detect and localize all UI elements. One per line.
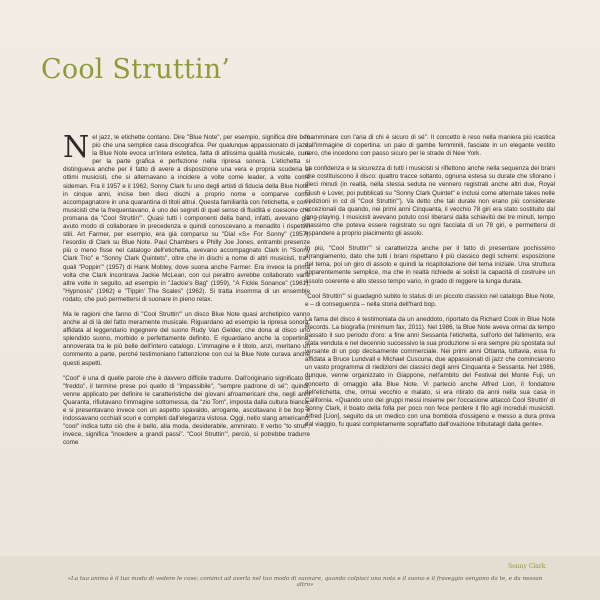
footer-quote: «La tua anima è il tuo modo di vedere le cose; cominci ad averla nel tuo modo di suonare, quando colpisci una nota e il suono e il fraseggio vengono da te, e da nessun altro»	[67, 576, 543, 588]
right-column	[305, 134, 555, 436]
paragraph: "Cool Struttin'" si guadagnò subito lo status di un piccolo classico nel catalogo Blue Note, e – di conseguenza – nella storia dell'hard bop.	[305, 292, 555, 308]
paragraph: Ma le ragioni che fanno di "Cool Struttin'" un disco Blue Note quasi archetipico vanno anche al di là del fatto meramente musicale. Riguardano ad esempio la ripresa sonora, affidata al leggendario ingegnere del suono Rudy Van Gelder, che dona al disco uno splendido suono, morbido e perfettamente definito. E riguardano anche la copertina, annoverata tra le più belle dell'intero catalogo. L'immagine e il titolo, anzi, meritano un commento a parte, perché testimoniano l'attenzione con cui la Blue Note curava anche questi aspetti.	[63, 310, 310, 367]
paragraph: "Cool" è una di quelle parole che è davvero difficile tradurre. Dall'originario significato di "freddo", il termine prese poi quello di "impassibile", "sempre padrone di sé"; quindi, venne applicato per definire le caratteristiche dei giovani afroamericani che, negli anni Quaranta, rifiutavano l'immagine sottomessa, da "zio Tom", imposta dalla cultura bianca, e si presentavano invece con un aspetto spavaldo, arrogante, ascoltavano il be bop e indossavano occhiali scuri e completi dall'eleganza vistosa. Oggi, nello slang americano, "cool" indica tutto ciò che è bello, alla moda, desiderabile, ammirato. Il verbo "to strut", invece, significa "incedere a grandi passi". "Cool Struttin'", perciò, si potrebbe tradurre come	[63, 374, 310, 447]
paragraph: "camminare con l'aria di chi è sicuro di sé". Il concetto è reso nella maniera più icastica dall'immagine di copertina: un paio di gambe femminili, fasciate in un elegante vestito nero, che incedono con passo sicuro per le strade di New York.	[305, 134, 555, 158]
paragraph: Nel jazz, le etichette contano. Dire "Blue Note", per esempio, significa dire ben più che una semplice casa discografica. Per qualunque appassionato di jazz, la Blue Note evoca un'intera estetica, fatta di altissima qualità musicale, cura per la parte grafica e perfezione nella ripresa sonora. L'etichetta si distingueva anche per il fatto di avere a disposizione una vera e propria scuderia di ottimi musicisti, che si alternavano a incidere a volte come leader, a volte come sideman. Fra il 1957 e il 1962, Sonny Clark fu uno degli artisti di fiducia della Blue Note: in cinque anni, incise ben dieci dischi a proprio nome e comparve come accompagnatore in una quarantina di titoli altrui. Questa familiarità con l'etichetta, e con i musicisti che la frequentavano, è uno dei segreti di quel senso di fluidità e coesione che promana da "Cool Struttin'". Quasi tutti i componenti della band, infatti, avevano già avuto modo di collaborare in precedenza e quindi conoscevano a menadito i rispettivi stili. Art Farmer, per esempio, era già comparso su "Dial «S» For Sonny" (1957), l'esordio di Clark su Blue Note. Paul Chambers e Philly Joe Jones, entrambi presenze più o meno fisse nel catalogo dell'etichetta, avevano accompagnato Clark in "Sonny Clark Trio" e "Sonny Clark Quintets", oltre che in dischi a nome di altri musicisti, tra i quali "Poppin'" (1957) di Hank Mobley, dove suona anche Farmer. Era invece la prima volta che Clark incontrava Jackie McLean, con cui peraltro avrebbe collaborato varie altre volte in seguito, ad esempio in "Jackie's Bag" (1959), "A Fickle Sonance" (1961), "Hypnosis" (1962) e "Tippin' The Scales" (1962). Si tratta insomma di un ensemble rodato, che può permettersi di suonare in pieno relax.	[63, 130, 310, 303]
drop-cap: N	[63, 130, 90, 165]
quote-credit: Sonny Clark	[508, 563, 546, 570]
left-column	[63, 130, 310, 454]
paragraph: La fama del disco è testimoniata da un aneddoto, riportato da Richard Cook in Blue Note Records. La biografia (minimum fax, 2011). Nel 1986, la Blue Note aveva ormai da tempo passato il suo periodo d'oro: a fine anni Sessanta l'etichetta, sull'orlo del fallimento, era stata venduta e nel decennio successivo la sua produzione si era sempre più spostata sul versante di un pop decisamente commerciale. Nei primi anni Ottanta, tuttavia, essa fu affidata a Bruce Lundvall e Michael Cuscuna, due appassionati di jazz che cominciarono un vasto programma di riedizioni dei classici degli anni Cinquanta e Sessanta. Nel 1986, dunque, venne organizzato in Giappone, nell'ambito del Festival del Monte Fuji, un concerto di omaggio alla Blue Note. Vi parteciò anche Alfred Lion, il fondatore dell'etichetta, che, ormai vecchio e malato, si era ritirato da anni nella sua casa in California. «Quando uno dei gruppi messi insieme per l'occasione attaccò Cool Struttin' di Sonny Clark, il boato della folla per poco non fece perdere il filo agli increduli musicisti. Alfred [Lion], seguito da un medico con una bombola d'ossigeno e messo a dura prova dal viaggio, fu quasi completamente sopraffatto dall'ovazione tributatagli dalla gente».	[305, 315, 555, 428]
page-title: Cool Struttin’	[41, 54, 231, 85]
paragraph: La confidenza e la sicurezza di tutti i musicisti si riflettono anche nella sequenza dei brani che costituiscono il disco: quattro tracce soltanto, ognuna estesa su durate che sfiorano i dieci minuti (in realtà, nella stessa seduta ne vennero registrati anche altri due, Royal Flush e Lover, poi pubblicati su "Sonny Clark Quintet" e inclusi come alternate takes nelle riedizioni in cd di "Cool Struttin'"). Va detto che tali durate non erano più considerate eccezionali da quando, nei primi anni Cinquanta, il vecchio 78 giri era stato sostituito dal long-playing. I musicisti avevano potuto così liberarsi dalla schiavitù dei tre minuti, tempo massimo che poteva essere registrato su ogni facciata di un 78 giri, e permettersi di espandere a proprio piacimento gli assolo.	[305, 165, 555, 238]
paragraph: In più, "Cool Struttin'" si caratterizza anche per il fatto di presentare pochissimo arrangiamento, dato che tutti i brani rispettano il più classico degli schemi: esposizione del tema, poi un giro di assolo e quindi la ricapitolazione del tema iniziale. Una struttura apparentemente semplice, ma che in realtà richiede ai solisti la capacità di costruire un assolo coerente e allo stesso tempo vario, in grado di reggere la lunga durata.	[305, 245, 555, 285]
